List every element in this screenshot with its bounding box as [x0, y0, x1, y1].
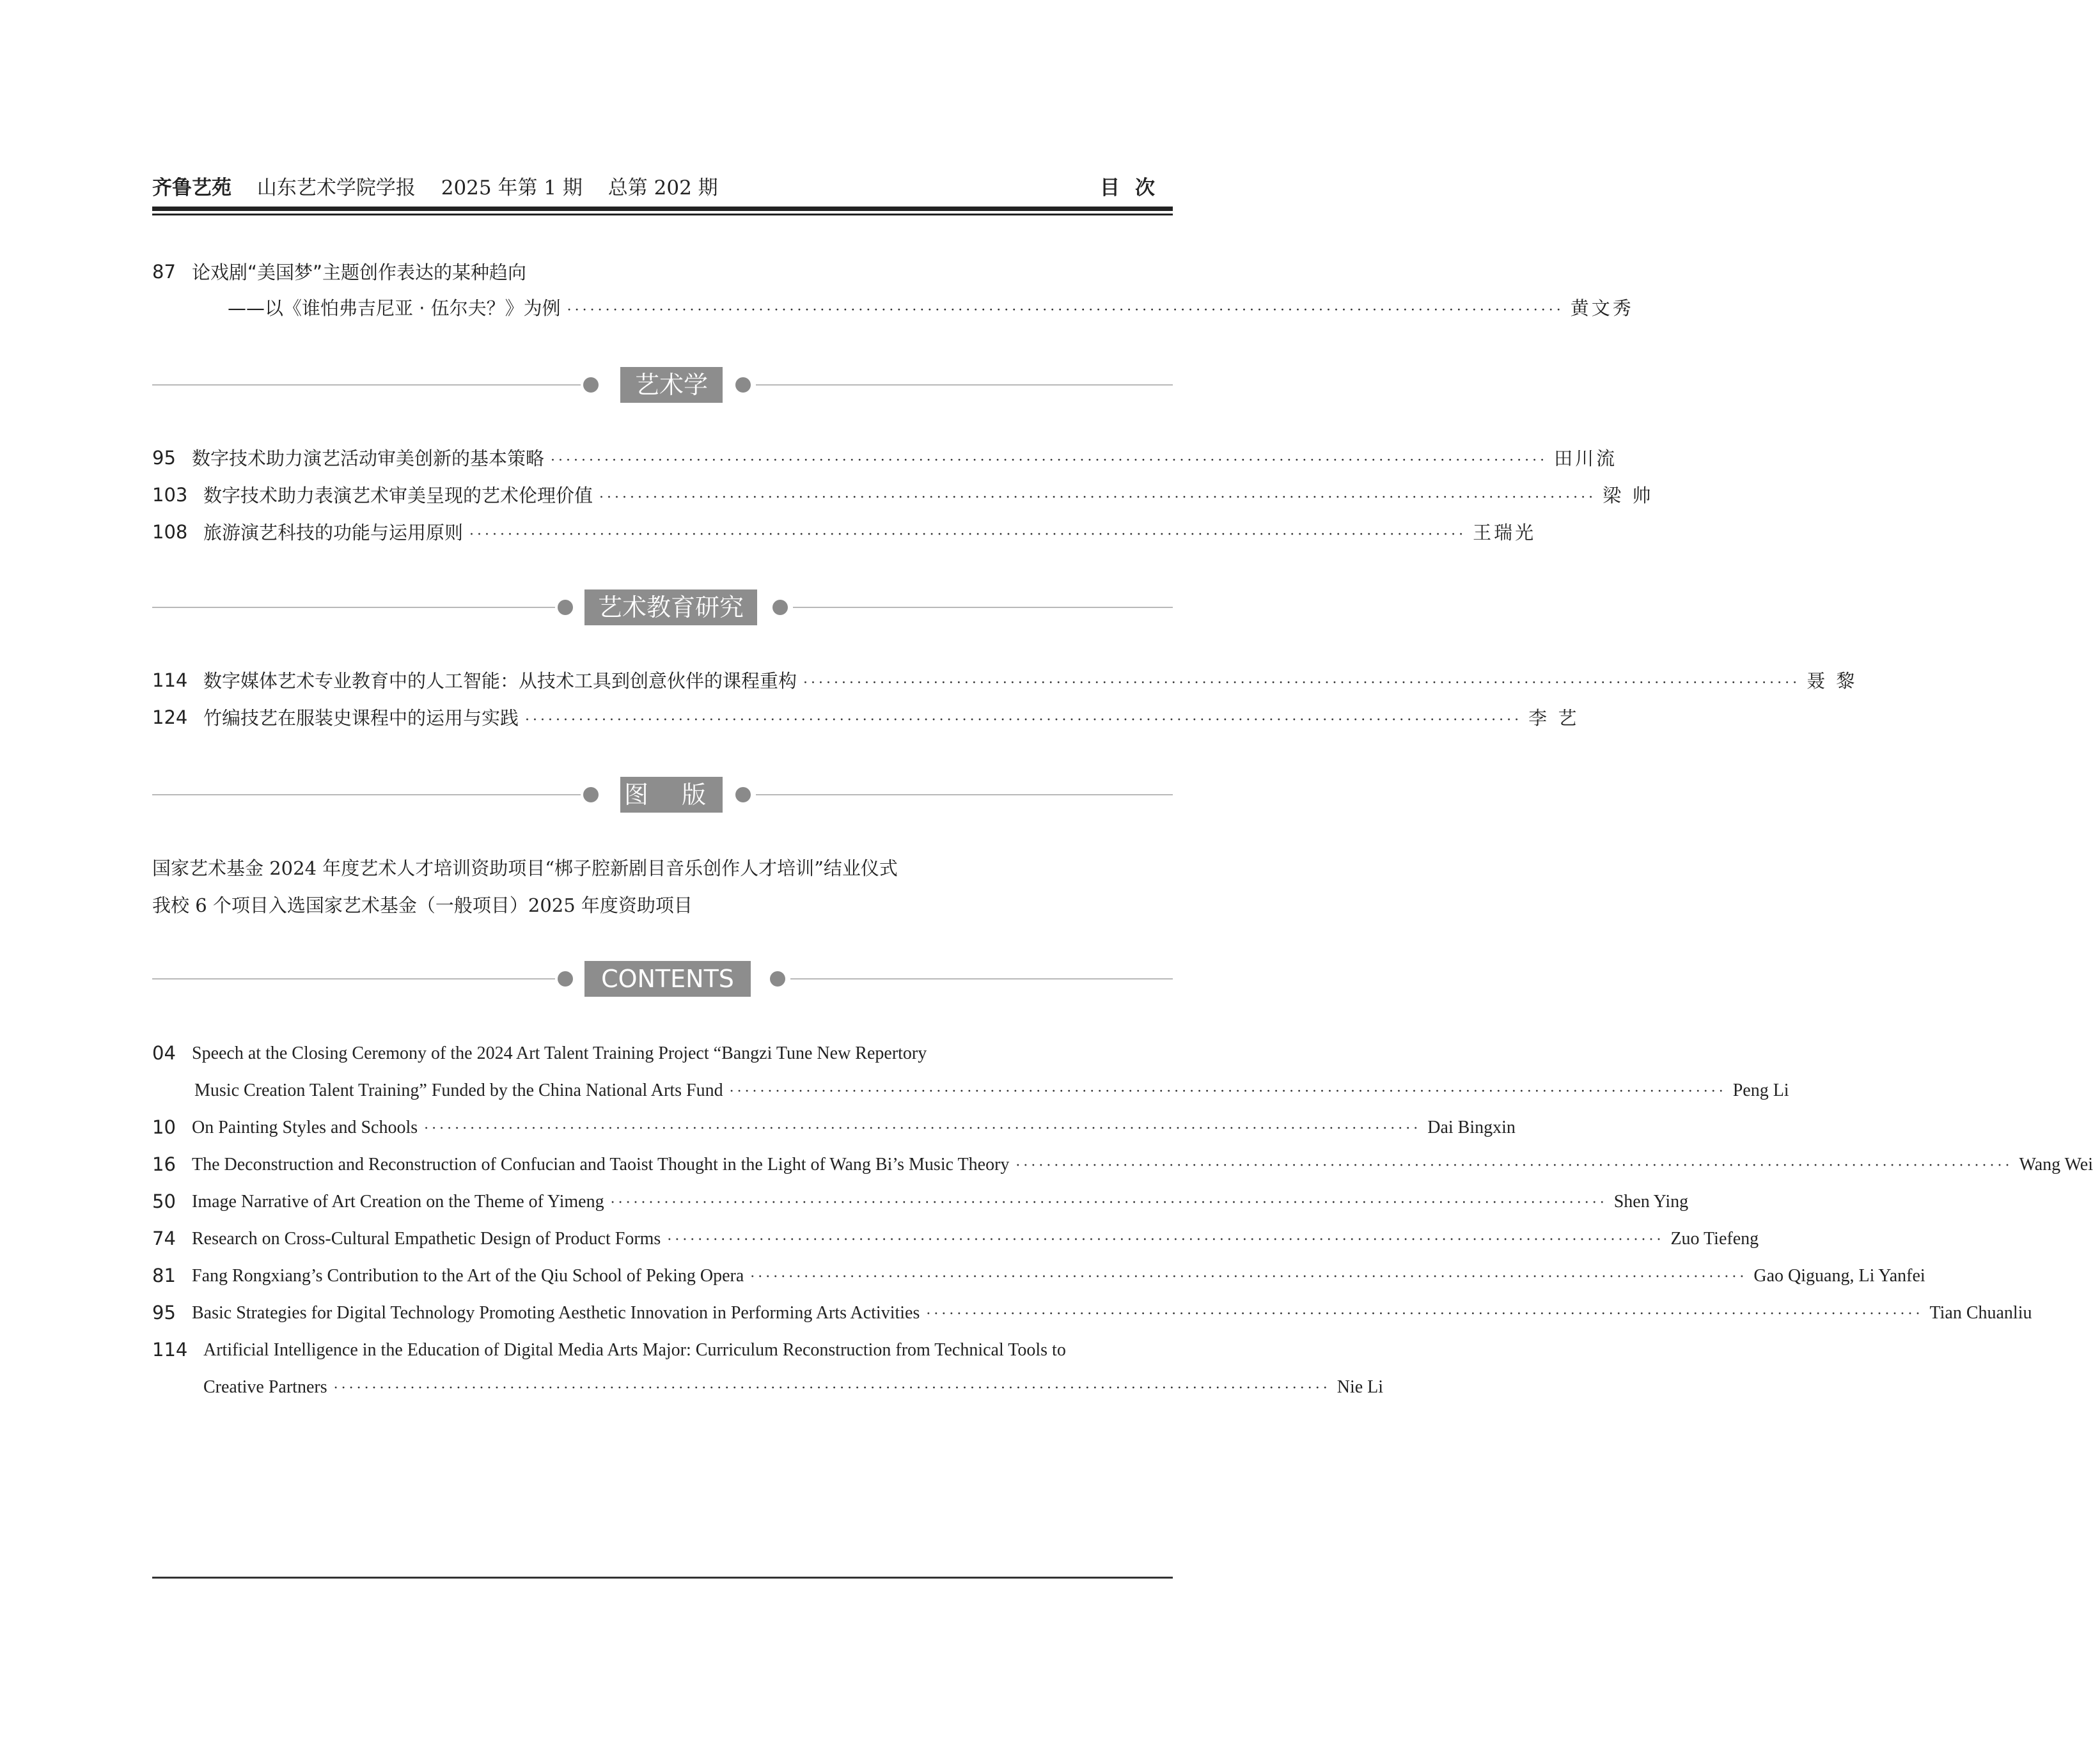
section-dot-right [772, 600, 788, 615]
header-rule-thin [152, 214, 1173, 215]
leader-dots: ·································································································································· [750, 1269, 1748, 1285]
leader-dots: ·································································································································· [926, 1306, 1924, 1322]
page-number: 87 [152, 261, 176, 283]
entry-title-continued: Music Creation Talent Training” Funded by the China National Arts Fund [194, 1081, 723, 1100]
contents-entry-04-cont[interactable] [152, 1075, 1789, 1106]
page-number: 04 [152, 1042, 176, 1064]
section-label-contents: CONTENTS [584, 961, 751, 997]
leader-dots: ·································································································································· [667, 1232, 1665, 1248]
toc-entry-124[interactable] [152, 703, 1580, 733]
page-number: 16 [152, 1153, 176, 1175]
plate-item-2[interactable]: 我校 6 个项目入选国家艺术基金（一般项目）2025 年度资助项目 [152, 894, 693, 916]
entry-author: Wang Wei [2019, 1155, 2093, 1175]
leader-dots: ·································································································································· [1015, 1158, 2013, 1174]
leader-dots: ·································································································································· [469, 527, 1467, 543]
footer-rule [152, 1577, 1173, 1579]
page-number: 81 [152, 1265, 176, 1286]
toc-entry-103[interactable] [152, 480, 1654, 511]
leader-dots: ·································································································································· [729, 1084, 1727, 1100]
entry-title: Research on Cross-Cultural Empathetic Design of Product Forms [192, 1229, 661, 1249]
section-header-art [152, 367, 1173, 403]
entry-author: Zuo Tiefeng [1670, 1229, 1759, 1249]
contents-entry-04[interactable] [152, 1038, 1173, 1069]
section-dot-right [735, 377, 751, 393]
page-number: 95 [152, 1302, 176, 1323]
entry-title: 旅游演艺科技的功能与运用原则 [203, 522, 464, 543]
contents-entry-114[interactable] [152, 1335, 1173, 1366]
toc-heading: 目次 [1100, 176, 1170, 199]
section-header-education [152, 589, 1173, 625]
toc-entry-114[interactable] [152, 666, 1858, 696]
entry-author: 田川流 [1554, 448, 1618, 469]
section-label-education: 艺术教育研究 [584, 589, 757, 625]
toc-entry-108[interactable] [152, 517, 1537, 548]
leader-dots: ·································································································································· [551, 453, 1548, 469]
entry-title: Image Narrative of Art Creation on the Theme of Yimeng [192, 1192, 604, 1212]
entry-title: On Painting Styles and Schools [192, 1118, 418, 1137]
entry-author: 梁 帅 [1603, 485, 1654, 506]
total-issue: 总第 202 期 [608, 176, 718, 199]
entry-subtitle: ——以《谁怕弗吉尼亚 · 伍尔夫？》为例 [228, 297, 561, 319]
page-number: 74 [152, 1228, 176, 1249]
page-number: 124 [152, 706, 188, 728]
leader-dots: ·································································································································· [333, 1380, 1331, 1396]
entry-author: 李 艺 [1528, 707, 1580, 729]
entry-title: 竹编技艺在服装史课程中的运用与实践 [203, 707, 519, 729]
section-header-plates [152, 777, 1173, 813]
journal-name: 山东艺术学院学报 [256, 176, 416, 199]
entry-title: 数字技术助力演艺活动审美创新的基本策略 [192, 448, 545, 469]
contents-entry-10[interactable] [152, 1112, 1516, 1143]
contents-entry-95[interactable] [152, 1298, 2032, 1329]
entry-title: Fang Rongxiang’s Contribution to the Art of the Qiu School of Peking Opera [192, 1266, 744, 1286]
section-dot-right [770, 971, 785, 987]
section-label-plates: 图 版 [620, 777, 723, 813]
entry-author: Peng Li [1732, 1081, 1789, 1100]
entry-title: The Deconstruction and Reconstruction of Confucian and Taoist Thought in the Light of Wang Bi’s Music Theory [192, 1155, 1010, 1175]
section-dot-left [558, 971, 573, 987]
section-dot-right [735, 787, 751, 802]
contents-entry-16[interactable] [152, 1150, 2093, 1180]
page-number: 10 [152, 1116, 176, 1138]
contents-entry-50[interactable] [152, 1187, 1689, 1217]
toc-entry-87-subtitle[interactable] [152, 293, 1634, 324]
page-number: 103 [152, 484, 188, 506]
entry-author: 聂 黎 [1807, 670, 1858, 692]
contents-entry-81[interactable] [152, 1261, 1925, 1292]
page-number: 108 [152, 521, 188, 543]
header-left [152, 171, 718, 200]
entry-title: 数字媒体艺术专业教育中的人工智能：从技术工具到创意伙伴的课程重构 [203, 670, 797, 692]
running-header [152, 171, 1173, 201]
leader-dots: ·································································································································· [610, 1195, 1608, 1211]
leader-dots: ·································································································································· [599, 490, 1597, 506]
section-header-contents [152, 961, 1173, 997]
entry-title: 论戏剧“美国梦”主题创作表达的某种趋向 [192, 261, 527, 283]
issue-number: 2025 年第 1 期 [441, 176, 583, 199]
contents-entry-74[interactable] [152, 1224, 1759, 1254]
entry-author: Gao Qiguang, Li Yanfei [1753, 1266, 1925, 1286]
page-number: 114 [152, 669, 188, 691]
page-number: 95 [152, 447, 176, 469]
entry-author: Shen Ying [1613, 1192, 1689, 1212]
contents-entry-114-cont[interactable] [152, 1372, 1384, 1403]
entry-author: Tian Chuanliu [1929, 1303, 2032, 1323]
section-label-art: 艺术学 [620, 367, 723, 403]
toc-entry-87[interactable] [152, 257, 1173, 288]
entry-author: 黄文秀 [1570, 297, 1634, 319]
page-number: 114 [152, 1339, 188, 1361]
entry-author: Dai Bingxin [1427, 1118, 1516, 1137]
entry-title: Basic Strategies for Digital Technology Promoting Aesthetic Innovation in Performing Arts Activities [192, 1303, 920, 1323]
entry-title: Speech at the Closing Ceremony of the 2024 Art Talent Training Project “Bangzi Tune New Repertory [192, 1043, 927, 1063]
entry-author: 王瑞光 [1473, 522, 1537, 543]
toc-entry-95[interactable] [152, 443, 1618, 474]
header-rule-thick [152, 207, 1173, 211]
journal-brand: 齐鲁艺苑 [152, 176, 231, 199]
entry-title: Artificial Intelligence in the Education of Digital Media Arts Major: Curriculum Reconstruction from Technical Tools to [203, 1340, 1066, 1360]
leader-dots: ·································································································································· [424, 1121, 1422, 1137]
section-dot-left [583, 377, 599, 393]
leader-dots: ·································································································································· [803, 675, 1801, 691]
plate-item-1[interactable]: 国家艺术基金 2024 年度艺术人才培训资助项目“梆子腔新剧目音乐创作人才培训”结业仪式 [152, 857, 898, 879]
leader-dots: ·································································································································· [567, 302, 1564, 318]
leader-dots: ·································································································································· [525, 712, 1523, 728]
page-number: 50 [152, 1190, 176, 1212]
section-dot-left [558, 600, 573, 615]
section-dot-left [583, 787, 599, 802]
entry-author: Nie Li [1337, 1377, 1384, 1397]
entry-title-continued: Creative Partners [203, 1377, 327, 1397]
entry-title: 数字技术助力表演艺术审美呈现的艺术伦理价值 [203, 485, 593, 506]
